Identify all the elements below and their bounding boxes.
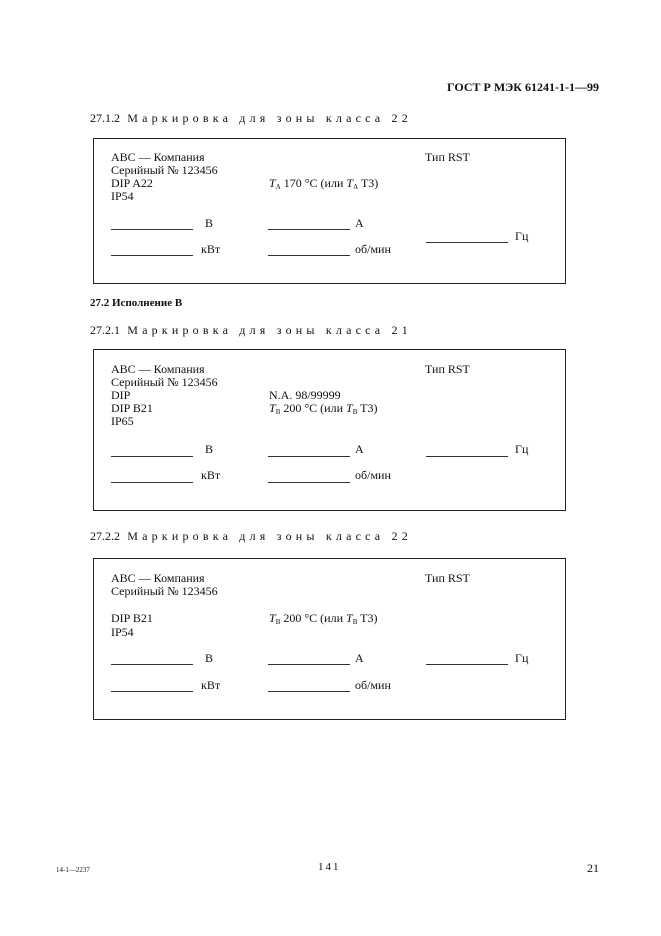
unit-speed: об/мин [355, 678, 391, 692]
section-title-27-2-2 [90, 529, 412, 544]
speed-blank [268, 691, 350, 692]
ip-rating: IP54 [111, 189, 134, 203]
voltage-blank [111, 456, 193, 457]
section-number: 27.2.2 [90, 529, 120, 543]
unit-frequency: Гц [515, 229, 529, 243]
unit-frequency: Гц [515, 442, 529, 456]
frequency-blank [426, 242, 508, 243]
unit-voltage: В [205, 651, 214, 665]
section-number: 27.2.1 [90, 323, 120, 337]
print-code: 14-1—2237 [56, 866, 90, 874]
unit-voltage: В [205, 216, 214, 230]
voltage-blank [111, 229, 193, 230]
frequency-blank [426, 456, 508, 457]
certificate-number: N.A. 98/99999 [269, 388, 341, 402]
current-blank [268, 456, 350, 457]
marking-plate-zone-21 [93, 349, 566, 511]
unit-power: кВт [201, 468, 221, 482]
dip-marking: DIP B21 [111, 611, 153, 625]
dip-marking: DIP [111, 388, 131, 402]
section-title-text: Маркировка для зоны класса 22 [127, 111, 412, 125]
power-blank [111, 482, 193, 483]
unit-current: А [355, 651, 364, 665]
unit-speed: об/мин [355, 468, 391, 482]
marking-plate-zone-22-a [93, 138, 566, 284]
section-title-text: Маркировка для зоны класса 22 [127, 529, 412, 543]
sheet-number: 141 [318, 861, 341, 873]
serial-number: Серийный № 123456 [111, 375, 218, 389]
marking-plate-zone-22-b [93, 558, 566, 720]
serial-number: Серийный № 123456 [111, 163, 218, 177]
unit-speed: об/мин [355, 242, 391, 256]
dip-marking-b21: DIP B21 [111, 401, 153, 415]
temperature-marking: $T_A$ 170 °C (или $T_A$ T3) [269, 176, 379, 191]
unit-current: А [355, 216, 364, 230]
serial-number: Серийный № 123456 [111, 584, 218, 598]
type-designation: Тип RST [425, 150, 470, 164]
current-blank [268, 664, 350, 665]
speed-blank [268, 255, 350, 256]
temperature-marking: $T_B$ 200 °C (или $T_B$ T3) [269, 401, 378, 416]
dip-marking: DIP A22 [111, 176, 153, 190]
unit-power: кВт [201, 678, 221, 692]
current-blank [268, 229, 350, 230]
unit-frequency: Гц [515, 651, 529, 665]
type-designation: Тип RST [425, 571, 470, 585]
frequency-blank [426, 664, 508, 665]
section-title-27-2-1 [90, 323, 412, 338]
section-number: 27.1.2 [90, 111, 120, 125]
company-name: АВС — Компания [111, 571, 205, 585]
voltage-blank [111, 664, 193, 665]
ip-rating: IP54 [111, 625, 134, 639]
unit-voltage: В [205, 442, 214, 456]
unit-current: А [355, 442, 364, 456]
company-name: АВС — Компания [111, 362, 205, 376]
type-designation: Тип RST [425, 362, 470, 376]
speed-blank [268, 482, 350, 483]
section-heading-27-2: 27.2 Исполнение B [90, 297, 183, 309]
power-blank [111, 255, 193, 256]
company-name: АВС — Компания [111, 150, 205, 164]
section-title-27-1-2 [90, 111, 412, 126]
section-title-text: Маркировка для зоны класса 21 [127, 323, 412, 337]
ip-rating: IP65 [111, 414, 134, 428]
document-standard-header: ГОСТ Р МЭК 61241-1-1—99 [447, 80, 599, 94]
unit-power: кВт [201, 242, 221, 256]
temperature-marking: $T_B$ 200 °C (или $T_B$ T3) [269, 611, 378, 626]
power-blank [111, 691, 193, 692]
page-number: 21 [587, 861, 599, 875]
